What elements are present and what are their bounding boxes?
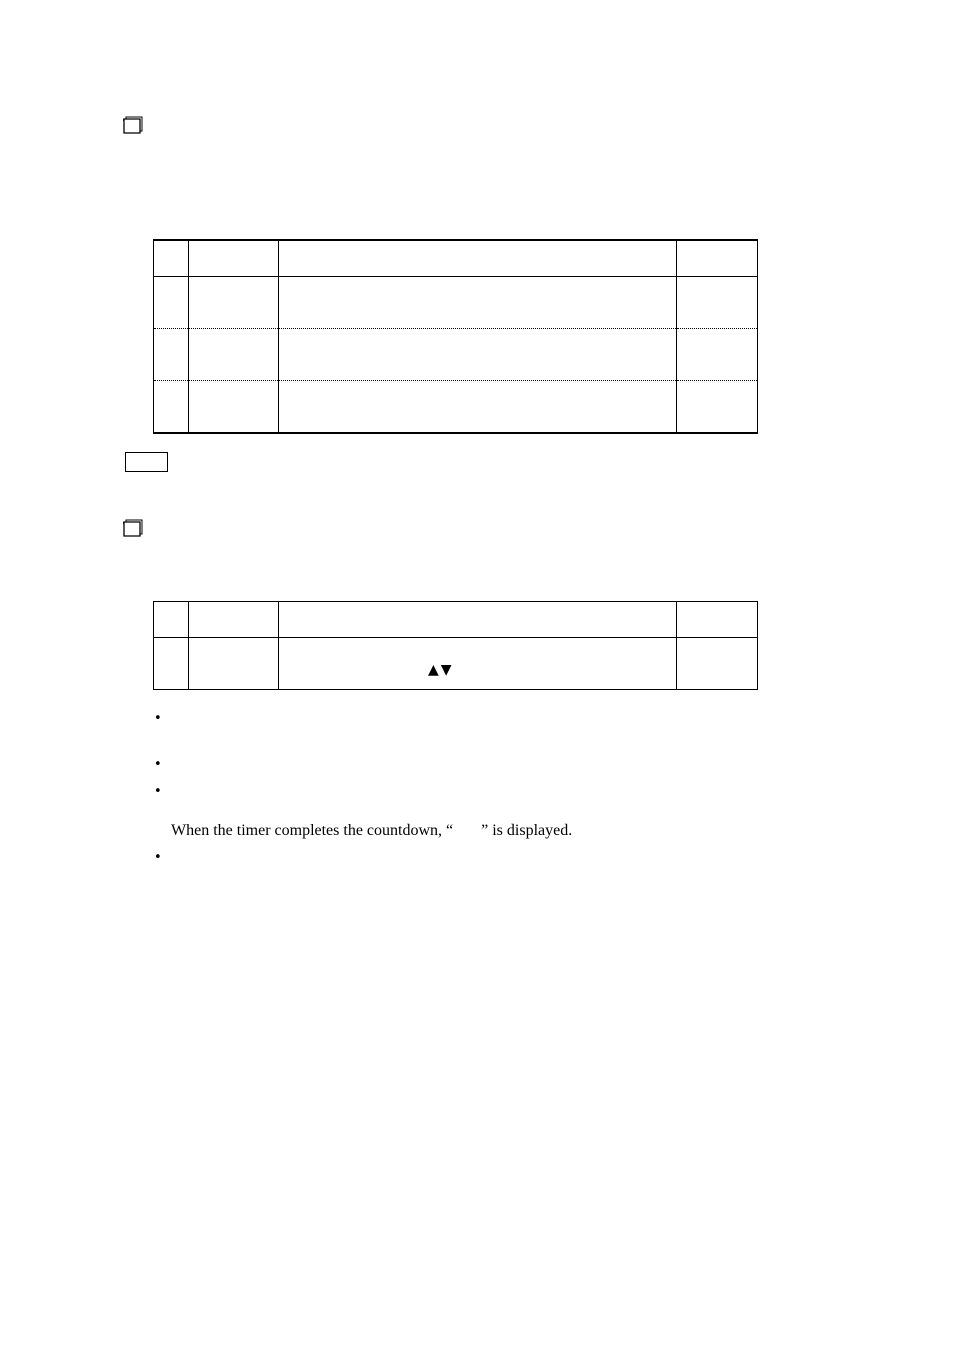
up-down-arrows-icon: ▲▼ xyxy=(428,662,454,678)
table-row xyxy=(154,329,758,381)
table-cell xyxy=(189,329,279,381)
table-cell xyxy=(279,277,677,329)
note-icon xyxy=(122,518,144,538)
spec-table-2 xyxy=(153,601,758,690)
table-cell xyxy=(677,602,758,638)
table-header-row xyxy=(154,240,758,277)
table-row xyxy=(154,277,758,329)
table-cell xyxy=(279,381,677,433)
bullet-icon: • xyxy=(154,784,162,799)
bullet-icon: • xyxy=(154,850,162,865)
table-cell xyxy=(189,638,279,690)
note-icon xyxy=(122,115,144,135)
table-row xyxy=(154,381,758,433)
table-cell xyxy=(677,381,758,433)
table-cell xyxy=(154,277,189,329)
table-cell xyxy=(154,329,189,381)
table-header-row xyxy=(154,602,758,638)
table-cell xyxy=(279,329,677,381)
table-cell xyxy=(677,277,758,329)
label-box xyxy=(125,452,168,472)
table-cell xyxy=(677,638,758,690)
table-cell xyxy=(279,638,677,690)
table-cell xyxy=(189,602,279,638)
table-cell xyxy=(677,240,758,277)
timer-complete-note: When the timer completes the countdown, “ ” is displayed. xyxy=(171,822,573,839)
table-cell xyxy=(154,240,189,277)
table-row xyxy=(154,638,758,690)
table-cell xyxy=(189,240,279,277)
table-cell xyxy=(154,638,189,690)
bullet-icon: • xyxy=(154,711,162,726)
table-cell xyxy=(154,381,189,433)
table-cell xyxy=(677,329,758,381)
table-cell xyxy=(279,240,677,277)
spec-table-1 xyxy=(153,239,758,434)
bullet-icon: • xyxy=(154,757,162,772)
table-cell xyxy=(189,277,279,329)
table-cell xyxy=(154,602,189,638)
table-cell xyxy=(189,381,279,433)
table-cell xyxy=(279,602,677,638)
